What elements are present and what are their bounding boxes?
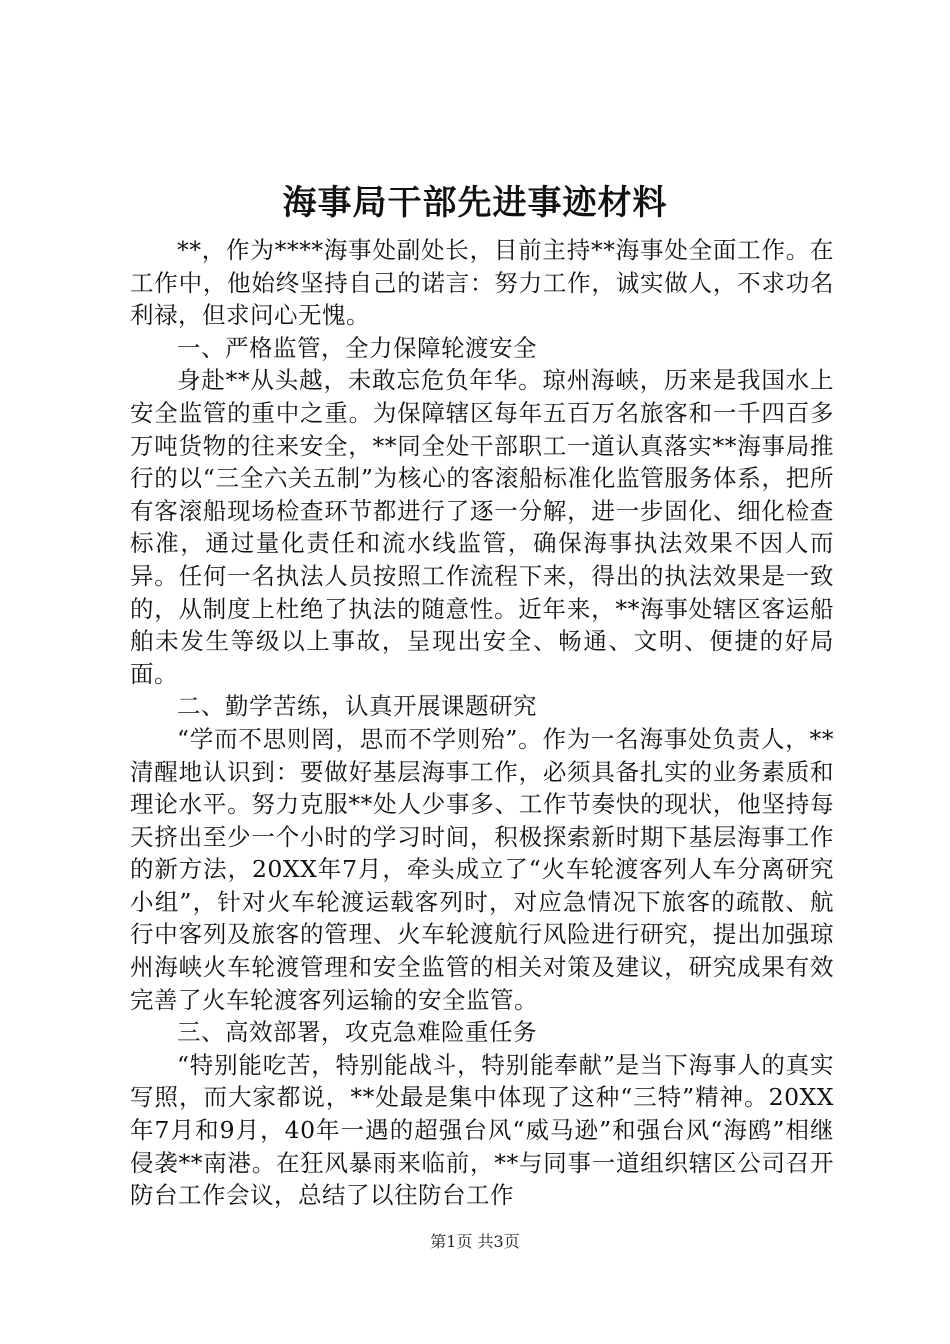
document-body (130, 234, 834, 1212)
document-title: 海事局干部先进事迹材料 (282, 183, 668, 223)
section-heading-1: 一、严格监管，全力保障轮渡安全 (177, 333, 537, 362)
section-heading-2: 二、勤学苦练，认真开展课题研究 (177, 692, 537, 721)
page-number-footer: 第1页 共3页 (430, 1232, 520, 1251)
intro-paragraph: **，作为****海事处副处长，目前主持**海事处全面工作。在工作中，他始终坚持自己的诺言：努力工作，诚实做人，不求功名利禄，但求问心无愧。 (130, 236, 834, 330)
section-3-paragraph: “特别能吃苦，特别能战斗，特别能奉献”是当下海事人的真实写照，而大家都说，**处最是集中体现了这种“三特”精神。20XX年7月和9月，40年一遇的超强台风“威马逊”和强台风“海鸥”相继侵袭**南港。在狂风暴雨来临前，**与同事一道组织辖区公司召开防台工作会议，总结了以往防台工作 (130, 1050, 834, 1210)
section-2-paragraph: “学而不思则罔，思而不学则殆”。作为一名海事处负责人，**清醒地认识到：要做好基层海事工作，必须具备扎实的业务素质和理论水平。努力克服**处人少事多、工作节奏快的现状，他坚持每天挤出至少一个小时的学习时间，积极探索新时期下基层海事工作的新方法，20XX年7月，牵头成立了“火车轮渡客列人车分离研究小组”，针对火车轮渡运载客列时，对应急情况下旅客的疏散、航行中客列及旅客的管理、火车轮渡航行风险进行研究，提出加强琼州海峡火车轮渡管理和安全监管的相关对策及建议，研究成果有效完善了火车轮渡客列运输的安全监管。 (130, 724, 834, 1014)
section-heading-3: 三、高效部署，攻克急难险重任务 (177, 1018, 537, 1047)
section-1-paragraph: 身赴**从头越，未敢忘危负年华。琼州海峡，历来是我国水上安全监管的重中之重。为保障辖区每年五百万名旅客和一千四百多万吨货物的往来安全，**同全处干部职工一道认真落实**海事局推行的以“三全六关五制”为核心的客滚船标准化监管服务体系，把所有客滚船现场检查环节都进行了逐一分解，进一步固化、细化检查标准，通过量化责任和流水线监管，确保海事执法效果不因人而异。任何一名执法人员按照工作流程下来，得出的执法效果是一致的，从制度上杜绝了执法的随意性。近年来，**海事处辖区客运船舶未发生等级以上事故，呈现出安全、畅通、文明、便捷的好局面。 (130, 366, 834, 688)
